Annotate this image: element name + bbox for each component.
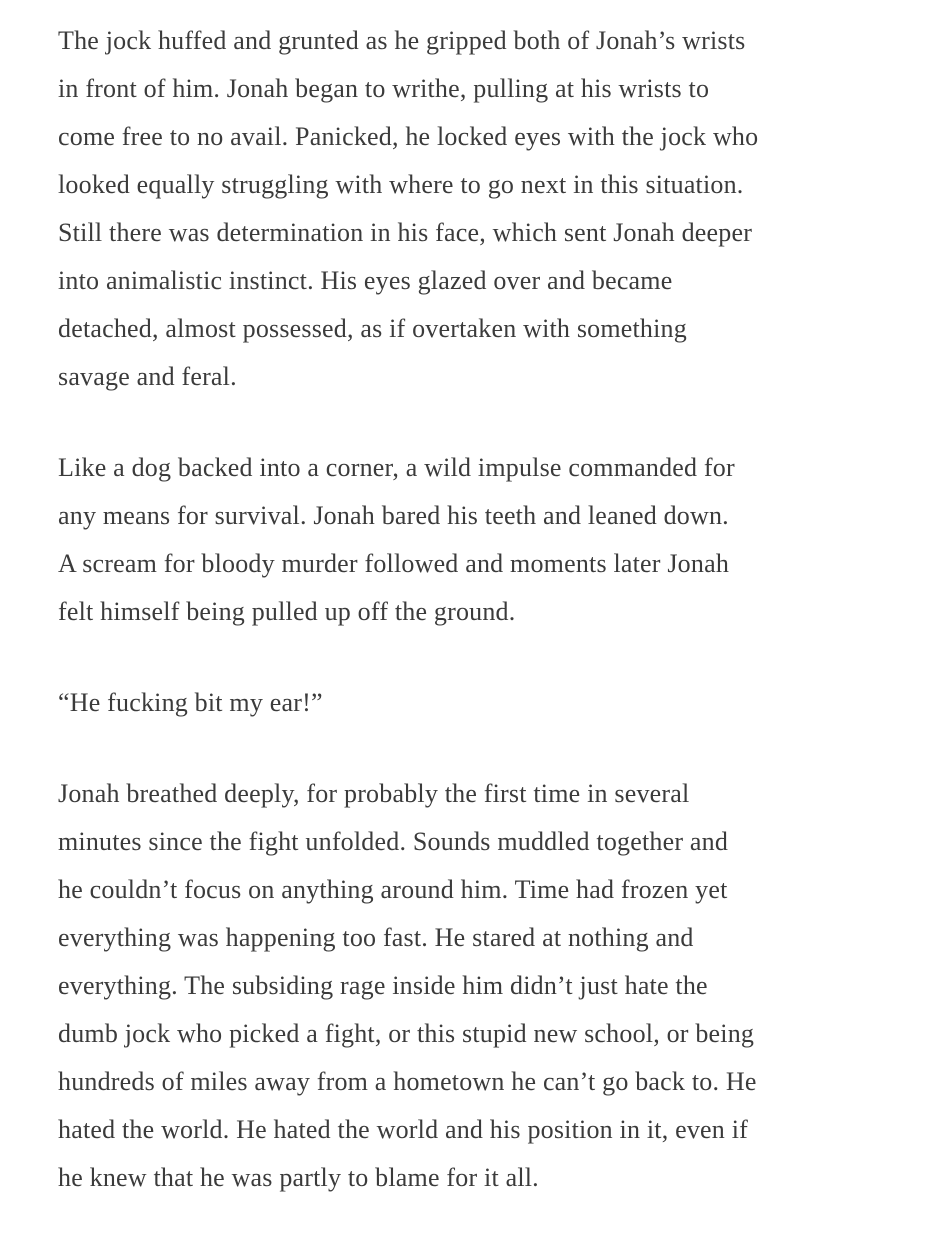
- text-line: everything was happening too fast. He stared at nothing and: [58, 923, 694, 952]
- text-line: he couldn’t focus on anything around him. Time had frozen yet: [58, 875, 728, 904]
- text-line: Like a dog backed into a corner, a wild impulse commanded for: [58, 453, 735, 482]
- story-paragraph: [58, 444, 888, 636]
- text-line: detached, almost possessed, as if overtaken with something: [58, 314, 687, 343]
- text-line: The jock huffed and grunted as he gripped both of Jonah’s wrists: [58, 26, 746, 55]
- text-line: everything. The subsiding rage inside him didn’t just hate the: [58, 971, 708, 1000]
- text-line: “He fucking bit my ear!”: [58, 688, 323, 717]
- text-line: dumb jock who picked a fight, or this stupid new school, or being: [58, 1019, 755, 1048]
- text-line: hated the world. He hated the world and his position in it, even if: [58, 1115, 748, 1144]
- text-line: Jonah breathed deeply, for probably the first time in several: [58, 779, 690, 808]
- text-line: hundreds of miles away from a hometown he can’t go back to. He: [58, 1067, 757, 1096]
- text-line: looked equally struggling with where to go next in this situation.: [58, 170, 744, 199]
- text-line: felt himself being pulled up off the ground.: [58, 597, 516, 626]
- text-line: come free to no avail. Panicked, he locked eyes with the jock who: [58, 122, 759, 151]
- story-text: [58, 17, 888, 1202]
- text-line: any means for survival. Jonah bared his teeth and leaned down.: [58, 501, 729, 530]
- text-line: minutes since the fight unfolded. Sounds muddled together and: [58, 827, 729, 856]
- text-line: A scream for bloody murder followed and moments later Jonah: [58, 549, 730, 578]
- dialogue-paragraph: [58, 679, 888, 727]
- story-paragraph: [58, 17, 888, 401]
- text-line: he knew that he was partly to blame for it all.: [58, 1163, 539, 1192]
- story-paragraph: [58, 770, 888, 1202]
- text-line: Still there was determination in his face, which sent Jonah deeper: [58, 218, 753, 247]
- text-line: savage and feral.: [58, 362, 237, 391]
- text-line: into animalistic instinct. His eyes glazed over and became: [58, 266, 673, 295]
- text-line: in front of him. Jonah began to writhe, pulling at his wrists to: [58, 74, 710, 103]
